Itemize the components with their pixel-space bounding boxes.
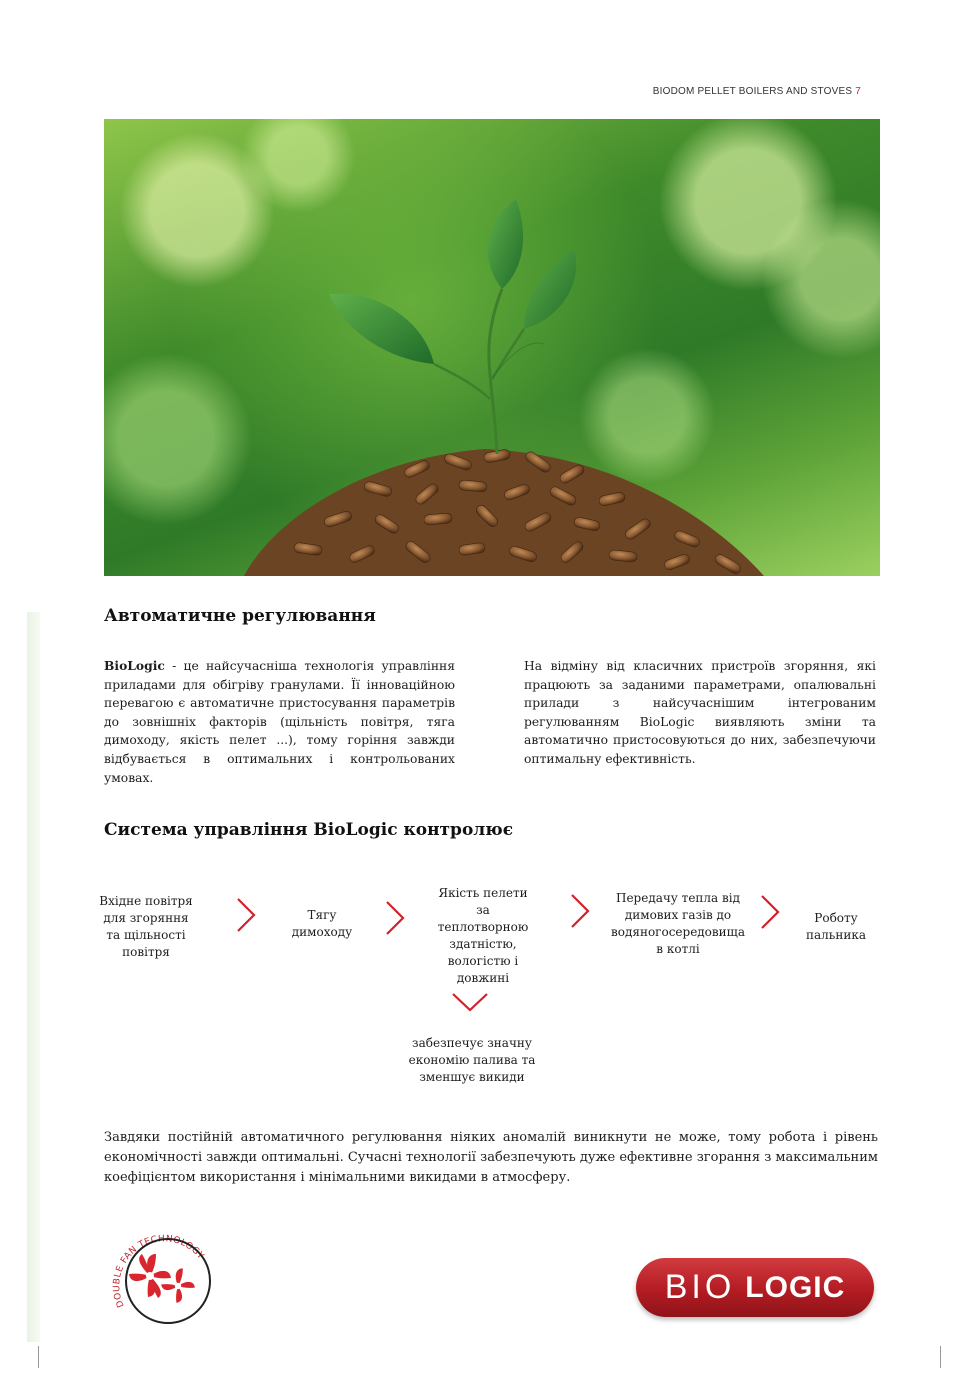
paragraph-left-text: - це найсучасніша технологія управління приладами для обігріву гранулами. Її інноваційною перевагою є автоматичне пристосування параметрів до зовнішніх факторів (щільність повітря, тяга димоходу, якість пелет ...), тому горіння завжди відбувається в оптимальних і контрольованих умовах. [104,659,455,785]
chevron-right-icon [234,896,258,934]
sapling-pellets-illustration [104,119,880,576]
hero-image [104,119,880,576]
crop-mark [940,1346,941,1368]
brand-name: BioLogic [104,658,165,673]
chevron-right-icon [383,899,407,937]
flow-item-pellet-quality: Якість пелети за теплотворною здатністю, вологістю і довжині [437,886,529,985]
conclusion-paragraph: Завдяки постійній автоматичного регулювання ніяких аномалій виникнути не може, тому робота і рівень економічності завжди оптимальні. Сучасні технології забезпечують дуже ефективне згорання з максимальним коефіцієнтом використання і мінімальними викидами в атмосферу. [104,1130,878,1185]
crop-mark [38,1346,39,1368]
doublefan-technology-logo [108,1206,212,1334]
flow-item-combustion-air: Вхідне повітря для згоряння та щільності повітря [99,894,193,959]
chevron-down-icon [450,990,490,1014]
page-header [653,86,861,97]
doublefan-logo-text: DOUBLE FAN TECHNOLOGY [112,1234,206,1309]
left-margin-strip [27,612,40,1342]
section-heading-control-system: Система управління BioLogic контролює [104,820,514,840]
flow-result: забезпечує значну економію палива та зменшує викиди [408,1036,536,1084]
fan-icon [129,1254,171,1298]
header-title: BIODOM PELLET BOILERS AND STOVES [652,86,853,97]
chevron-right-icon [568,892,592,930]
paragraph-right: На відміну від класичних пристроїв згоряння, які працюють за заданими параметрами, опалювальні прилади з найсучаснішим інтегрованим регулюванням BioLogic виявляють зміни та автоматично пристосовуються до них, забезпечуючи оптимальну ефективність. [524,659,876,766]
badge-part2: LOGIC [745,1270,846,1304]
flow-item-heat-transfer: Передачу тепла від димових газів до водяногосередовищa в котлі [611,891,745,956]
flow-item-chimney-draft: Тягу димоходу [291,908,353,939]
section-heading-automatic-regulation: Автоматичне регулювання [104,606,376,626]
badge-part1: BIO [664,1268,736,1306]
chevron-right-icon [758,893,782,931]
biologic-badge [636,1258,874,1317]
page-number: 7 [855,86,861,97]
paragraph-left [104,657,455,787]
flow-item-burner-operation: Роботу пальника [806,911,866,942]
